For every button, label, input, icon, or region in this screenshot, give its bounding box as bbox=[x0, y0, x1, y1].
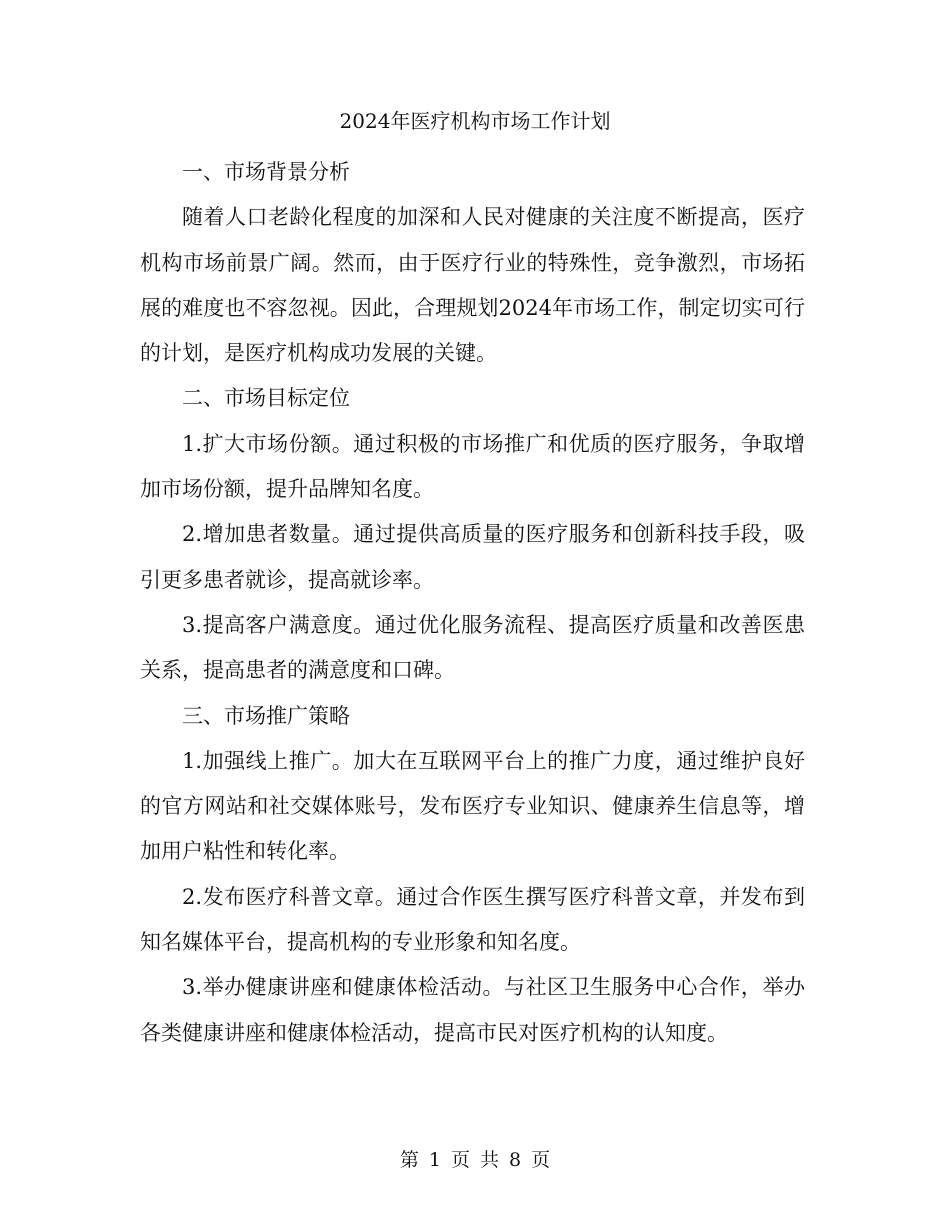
paragraph-target-1: 1.扩大市场份额。通过积极的市场推广和优质的医疗服务，争取增加市场份额，提升品牌知名度。 bbox=[140, 431, 805, 502]
paragraph-target-2: 2.增加患者数量。通过提供高质量的医疗服务和创新科技手段，吸引更多患者就诊，提高就诊率。 bbox=[140, 522, 805, 592]
section-heading-targets: 二、市场目标定位 bbox=[182, 386, 350, 411]
paragraph-target-3: 3.提高客户满意度。通过优化服务流程、提高医疗质量和改善医患关系，提高患者的满意度和口碑。 bbox=[140, 612, 805, 683]
page-number-footer: 第 1 页 共 8 页 bbox=[399, 1149, 551, 1171]
document-title: 2024年医疗机构市场工作计划 bbox=[339, 109, 611, 133]
document-body bbox=[140, 150, 805, 1056]
paragraph-strategy-1: 1.加强线上推广。加大在互联网平台上的推广力度，通过维护良好的官方网站和社交媒体账号，发布医疗专业知识、健康养生信息等，增加用户粘性和转化率。 bbox=[140, 748, 805, 864]
paragraph-strategy-2: 2.发布医疗科普文章。通过合作医生撰写医疗科普文章，并发布到知名媒体平台，提高机构的专业形象和知名度。 bbox=[140, 884, 805, 955]
section-heading-strategy: 三、市场推广策略 bbox=[182, 703, 350, 728]
paragraph-strategy-3: 3.举办健康讲座和健康体检活动。与社区卫生服务中心合作，举办各类健康讲座和健康体检活动，提高市民对医疗机构的认知度。 bbox=[140, 975, 805, 1045]
paragraph-background: 随着人口老龄化程度的加深和人民对健康的关注度不断提高，医疗机构市场前景广阔。然而，由于医疗行业的特殊性，竞争激烈，市场拓展的难度也不容忽视。因此，合理规划2024年市场工作，制定切实可行的计划，是医疗机构成功发展的关键。 bbox=[140, 205, 805, 366]
section-heading-background: 一、市场背景分析 bbox=[182, 160, 350, 184]
